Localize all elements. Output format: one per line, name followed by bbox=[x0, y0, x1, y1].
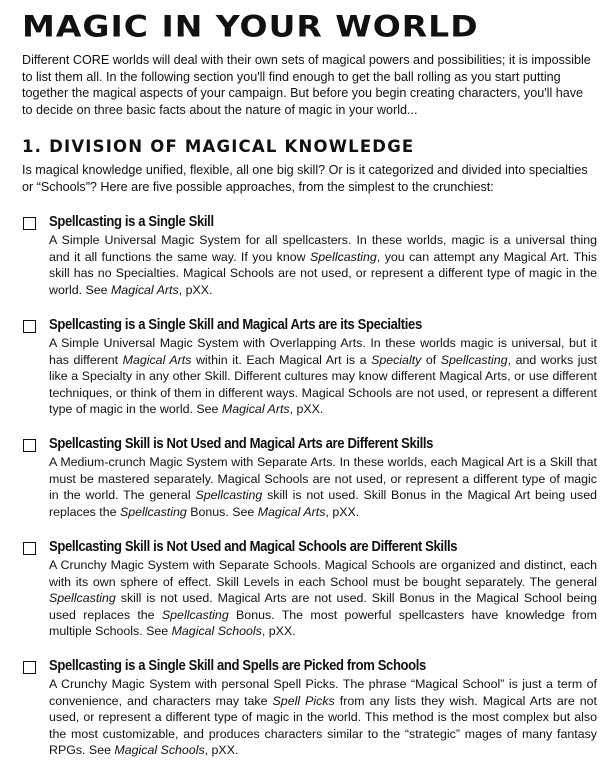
italic-term: Magical Schools bbox=[171, 624, 262, 638]
option-body bbox=[49, 557, 597, 640]
body-text: , pXX. bbox=[178, 282, 213, 297]
italic-term: Magical Arts bbox=[110, 282, 179, 297]
checkbox[interactable] bbox=[23, 320, 36, 333]
option-body bbox=[49, 335, 597, 418]
option-body bbox=[49, 676, 597, 759]
page-title: MAGIC IN YOUR WORLD bbox=[22, 9, 479, 44]
italic-term: Spellcasting bbox=[49, 591, 116, 605]
checkbox[interactable] bbox=[23, 661, 36, 674]
body-text: , and works just like a Specialty in any other Skill. Different cultures may know different Magical Arts, or use different techniques, or think of them in different ways. Magical Schools are not used, or represent a different type of magic in the world. See bbox=[49, 352, 597, 416]
checkbox[interactable] bbox=[23, 217, 36, 230]
option-body bbox=[49, 232, 597, 298]
option-title: Spellcasting is a Single Skill bbox=[49, 214, 214, 230]
italic-term: Spellcasting bbox=[440, 352, 508, 367]
option-title: Spellcasting is a Single Skill and Magical Arts are its Specialties bbox=[49, 317, 422, 333]
option-title: Spellcasting is a Single Skill and Spells are Picked from Schools bbox=[49, 658, 426, 674]
body-text: , pXX. bbox=[325, 504, 360, 519]
italic-term: Spellcasting bbox=[310, 249, 377, 264]
body-text: , pXX. bbox=[289, 402, 324, 416]
option-body bbox=[49, 454, 597, 520]
body-text: within it. Each Magical Art is a bbox=[191, 352, 372, 367]
body-text: Bonus. See bbox=[186, 504, 258, 519]
body-text: A Simple Universal Magic System with Overlapping Arts. In these worlds magic is universal, but it has different bbox=[49, 336, 597, 367]
italic-term: Spellcasting bbox=[119, 504, 187, 519]
body-text: , pXX. bbox=[261, 624, 296, 638]
body-text: from any lists they wish. Magical Arts are not used, or represent a different type of magic in the world. This method is the most complex but also the most customizable, and produces characters similar to the “strategic” mages of many fantasy RPGs. See bbox=[49, 693, 597, 757]
body-text: , pXX. bbox=[204, 743, 239, 757]
checkbox[interactable] bbox=[23, 542, 36, 555]
intro-paragraph: Different CORE worlds will deal with their own sets of magical powers and possibilities; it is impossible to list them all. In the following section you'll find enough to get the ball rolling as you start putting together the magical aspects of your campaign. But before you begin creating characters, you'll have to decide on three basic facts about the nature of magic in your world... bbox=[22, 53, 591, 117]
italic-term: Specialty bbox=[371, 352, 422, 367]
body-text: A Simple Universal Magic System for all spellcasters. In these worlds, magic is a universal thing and it all functions the same way. If you know bbox=[49, 233, 597, 264]
section-heading: 1. DIVISION OF MAGICAL KNOWLEDGE bbox=[22, 137, 415, 156]
body-text: skill is not used. Skill Bonus in the Magical Art being used replaces the bbox=[49, 488, 597, 519]
body-text: Bonus. The most powerful spellcasters have knowledge from multiple Schools. See bbox=[49, 607, 597, 638]
italic-term: Spellcasting bbox=[195, 488, 263, 502]
option-title: Spellcasting Skill is Not Used and Magical Schools are Different Skills bbox=[49, 539, 458, 555]
italic-term: Magical Arts bbox=[257, 504, 326, 519]
body-text: A Medium-crunch Magic System with Separate Arts. In these worlds, each Magical Art is a Skill that must be mastered separately. Magical Schools are not used, or represent a different type of magic in the world. The general bbox=[49, 455, 597, 502]
body-text: , you can attempt any Magical Art. This skill has no Specialties. Magical Schools are not used, or represent a different type of magic in the world. See bbox=[49, 249, 597, 297]
body-text: of bbox=[421, 352, 441, 367]
body-text: A Crunchy Magic System with personal Spell Picks. The phrase “Magical School” is just a term of convenience, and characters may take bbox=[49, 677, 597, 708]
body-text: skill is not used. Magical Arts are not used. Skill Bonus in the Magical School being used replaces the bbox=[49, 591, 597, 622]
italic-term: Spell Picks bbox=[272, 693, 335, 708]
body-text: A Crunchy Magic System with Separate Schools. Magical Schools are organized and distinct, each with its own sphere of effect. Skill Levels in each School must be bought separately. The general bbox=[49, 558, 597, 589]
option-title: Spellcasting Skill is Not Used and Magical Arts are Different Skills bbox=[49, 436, 434, 452]
italic-term: Magical Arts bbox=[221, 402, 290, 416]
checkbox[interactable] bbox=[23, 439, 36, 452]
section-intro: Is magical knowledge unified, flexible, all one big skill? Or is it categorized and divided into specialties or “Schools”? Here are five possible approaches, from the simplest to the crunchiest: bbox=[22, 163, 588, 194]
italic-term: Spellcasting bbox=[161, 607, 229, 622]
italic-term: Magical Schools bbox=[114, 743, 205, 757]
italic-term: Magical Arts bbox=[122, 352, 192, 367]
